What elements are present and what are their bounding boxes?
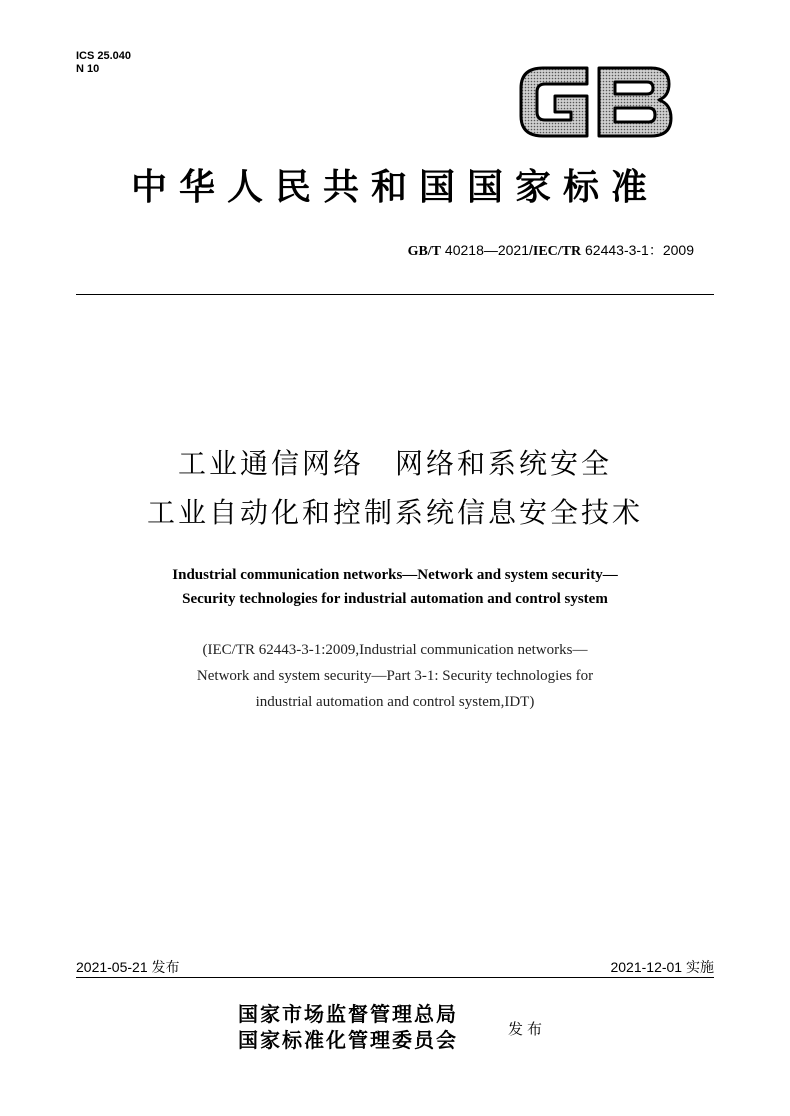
- standard-code: GB/T: [407, 244, 442, 259]
- chinese-title-line-1: 工业通信网络 网络和系统安全: [177, 447, 612, 480]
- iec-number: 62443-3-1：2009: [585, 242, 694, 258]
- issuer-line-2: 国家标准化管理委员会: [238, 1028, 458, 1052]
- english-title-line-2: Security technologies for industrial automation and control system: [182, 591, 608, 607]
- publish-date: 2021-05-21 发布: [76, 959, 180, 975]
- footer-divider: [76, 977, 714, 978]
- iec-prefix: IEC/TR: [532, 244, 582, 259]
- idt-note-line-3: industrial automation and control system,IDT): [255, 694, 535, 710]
- ccs-code: N 10: [76, 63, 100, 75]
- ics-code: ICS 25.040: [76, 50, 132, 62]
- issuer-line-1: 国家市场监督管理总局: [238, 1002, 458, 1026]
- standard-number: [408, 240, 694, 260]
- english-title-line-1: Industrial communication networks—Network and system security—: [172, 567, 618, 583]
- idt-note-line-1: (IEC/TR 62443-3-1:2009,Industrial communication networks—: [202, 642, 588, 658]
- chinese-title-line-2: 工业自动化和控制系统信息安全技术: [146, 496, 643, 529]
- gb-logo: [515, 62, 675, 142]
- logo-text: GB: [515, 62, 517, 63]
- issue-label: 发布: [508, 1020, 547, 1038]
- idt-note-line-2: Network and system security—Part 3-1: Security technologies for: [196, 668, 594, 684]
- country-standard-title: 中华人民共和国国家标准: [130, 166, 659, 208]
- standard-number-value: 40218—2021/: [444, 242, 533, 258]
- header-divider: [76, 294, 714, 295]
- implement-date: 2021-12-01 实施: [610, 959, 714, 975]
